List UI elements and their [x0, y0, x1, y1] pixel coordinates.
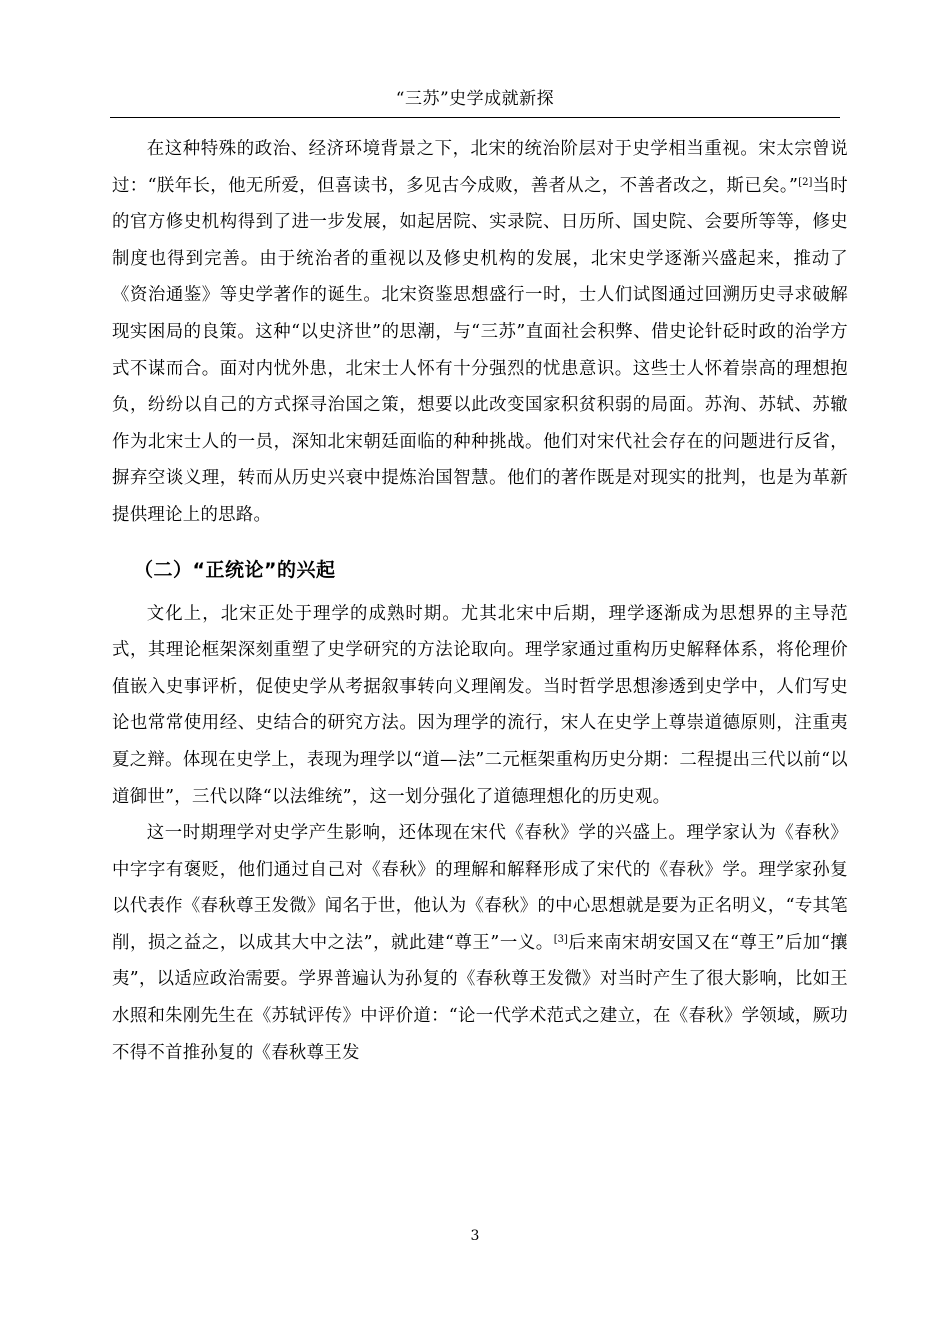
paragraph-1 — [112, 131, 848, 534]
citation-2[interactable]: [2] — [798, 176, 813, 188]
page-number: 3 — [470, 1228, 480, 1244]
paragraph-1-part-1: 在这种特殊的政治、经济环境背景之下，北宋的统治阶层对于史学相当重视。宋太宗曾说过：“朕年长，他无所爱，但喜读书，多见古今成败，善者从之，不善者改之，斯已矣。” — [112, 139, 848, 196]
body-text — [112, 131, 848, 1071]
running-header: “三苏”史学成就新探 — [395, 89, 555, 109]
paragraph-3-part-1: 这一时期理学对史学产生影响，还体现在宋代《春秋》学的兴盛上。理学家认为《春秋》中字字有褒贬，他们通过自己对《春秋》的理解和解释形成了宋代的《春秋》学。理学家孙复以代表作《春秋尊王发微》闻名于世，他认为《春秋》的中心思想就是要为正名明义，“专其笔削，损之益之，以成其大中之法”，就此建“尊王”一义。 — [112, 823, 848, 953]
paragraph-3-part-2: 后来南宋胡安国又在“尊王”后加“攘夷”，以适应政治需要。学界普遍认为孙复的《春秋尊王发微》对当时产生了很大影响，比如王水照和朱刚先生在《苏轼评传》中评价道：“论一代学术范式之建立，在《春秋》学领域，厥功不得不首推孙复的《春秋尊王发 — [112, 932, 848, 1063]
header-rule — [110, 117, 840, 118]
paragraph-2: 文化上，北宋正处于理学的成熟时期。尤其北宋中后期，理学逐渐成为思想界的主导范式，其理论框架深刻重塑了史学研究的方法论取向。理学家通过重构历史解释体系，将伦理价值嵌入史事评析，促使史学从考据叙事转向义理阐发。当时哲学思想渗透到史学中，人们写史论也常常使用经、史结合的研究方法。因为理学的流行，宋人在史学上尊崇道德原则，注重夷夏之辩。体现在史学上，表现为理学以“道—法”二元框架重构历史分期：二程提出三代以前“以道御世”，三代以降“以法维统”，这一划分强化了道德理想化的历史观。 — [112, 603, 848, 807]
section-heading: （二）“正统论”的兴起 — [134, 558, 336, 581]
citation-3[interactable]: [3] — [553, 933, 568, 945]
paragraph-1-part-2: 当时的官方修史机构得到了进一步发展，如起居院、实录院、日历所、国史院、会要所等等，修史制度也得到完善。由于统治者的重视以及修史机构的发展，北宋史学逐渐兴盛起来，推动了《资治通鉴》等史学著作的诞生。北宋资鉴思想盛行一时，士人们试图通过回溯历史寻求破解现实困局的良策。这种“以史济世”的思潮，与“三苏”直面社会积弊、借史论针砭时政的治学方式不谋而合。面对内忧外患，北宋士人怀有十分强烈的忧患意识。这些士人怀着崇高的理想抱负，纷纷以自己的方式探寻治国之策，想要以此改变国家积贫积弱的局面。苏洵、苏轼、苏辙作为北宋士人的一员，深知北宋朝廷面临的种种挑战。他们对宋代社会存在的问题进行反省，摒弃空谈义理，转而从历史兴衰中提炼治国智慧。他们的著作既是对现实的批判，也是为革新提供理论上的思路。 — [112, 175, 848, 525]
paragraph-3 — [112, 815, 848, 1071]
